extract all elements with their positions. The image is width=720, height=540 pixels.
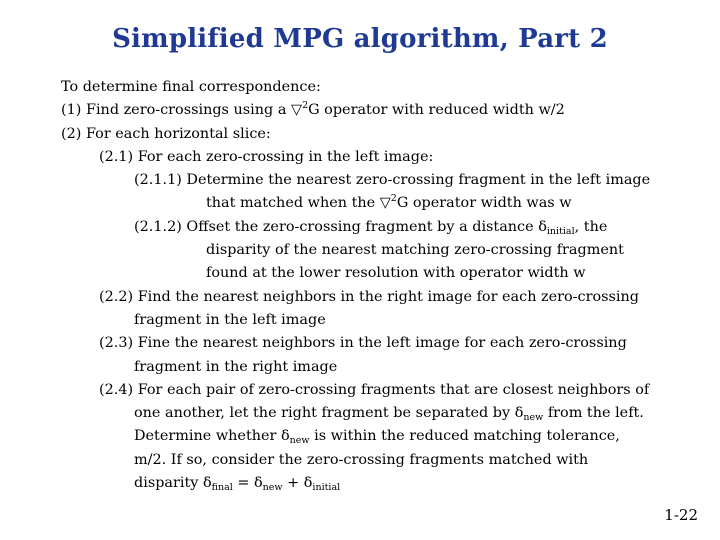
line-text: fragment in the left image	[134, 311, 326, 328]
slide-body	[61, 76, 711, 495]
subscript: new	[262, 482, 283, 494]
subscript: new	[289, 435, 310, 447]
line-text: disparity of the nearest matching zero-crossing fragment	[206, 242, 624, 259]
line-text: is within the reduced matching tolerance,	[309, 428, 620, 445]
line-text: fragment in the right image	[134, 358, 338, 375]
line-text: (1) Find zero-crossings using a ▽	[61, 102, 303, 119]
line-text: (2.4) For each pair of zero-crossing fragments that are closest neighbors of	[99, 381, 650, 398]
line-text: (2.1.2) Offset the zero-crossing fragment by a distance δ	[134, 218, 547, 235]
text-line	[206, 262, 711, 285]
line-text: To determine final correspondence:	[61, 79, 321, 95]
slide-title: Simplified MPG algorithm, Part 2	[112, 24, 608, 54]
line-text: m/2. If so, consider the zero-crossing fragments matched with	[134, 451, 589, 468]
subscript: final	[211, 482, 233, 494]
text-line	[206, 239, 711, 262]
text-line	[134, 402, 711, 425]
text-line	[134, 425, 711, 448]
superscript: 2	[390, 193, 397, 205]
text-line	[99, 332, 711, 355]
superscript: 2	[302, 100, 309, 112]
subscript: new	[523, 412, 544, 424]
line-text: found at the lower resolution with operator width w	[206, 265, 586, 282]
line-text: (2.1.1) Determine the nearest zero-crossing fragment in the left image	[134, 172, 651, 189]
slide-number: 1-22	[664, 506, 698, 524]
text-line	[134, 309, 711, 332]
subscript: initial	[312, 482, 341, 494]
line-text: disparity δ	[134, 475, 212, 492]
text-line	[99, 286, 711, 309]
line-text: one another, let the right fragment be separated by δ	[134, 405, 524, 422]
line-text: , the	[574, 218, 608, 235]
text-line	[61, 99, 711, 122]
line-text: G operator with reduced width w/2	[308, 102, 565, 119]
line-text: that matched when the ▽	[206, 195, 391, 212]
line-text: = δ	[232, 475, 263, 492]
subscript: initial	[546, 225, 575, 237]
text-line	[99, 379, 711, 402]
text-line	[206, 192, 711, 215]
text-line	[61, 76, 711, 99]
text-line	[61, 123, 711, 146]
text-line	[134, 216, 711, 239]
line-text: from the left.	[543, 405, 644, 422]
text-line	[99, 146, 711, 169]
line-text: G operator width was w	[396, 195, 572, 212]
line-text: (2) For each horizontal slice:	[61, 125, 271, 142]
line-text: (2.1) For each zero-crossing in the left image:	[99, 148, 434, 165]
text-line	[134, 449, 711, 472]
text-line	[134, 356, 711, 379]
line-text: (2.3) Fine the nearest neighbors in the left image for each zero-crossing	[99, 335, 627, 352]
line-text: Determine whether δ	[134, 428, 290, 445]
text-line	[134, 472, 711, 495]
line-text: + δ	[282, 475, 313, 492]
line-text: (2.2) Find the nearest neighbors in the right image for each zero-crossing	[99, 288, 639, 305]
text-line	[134, 169, 711, 192]
